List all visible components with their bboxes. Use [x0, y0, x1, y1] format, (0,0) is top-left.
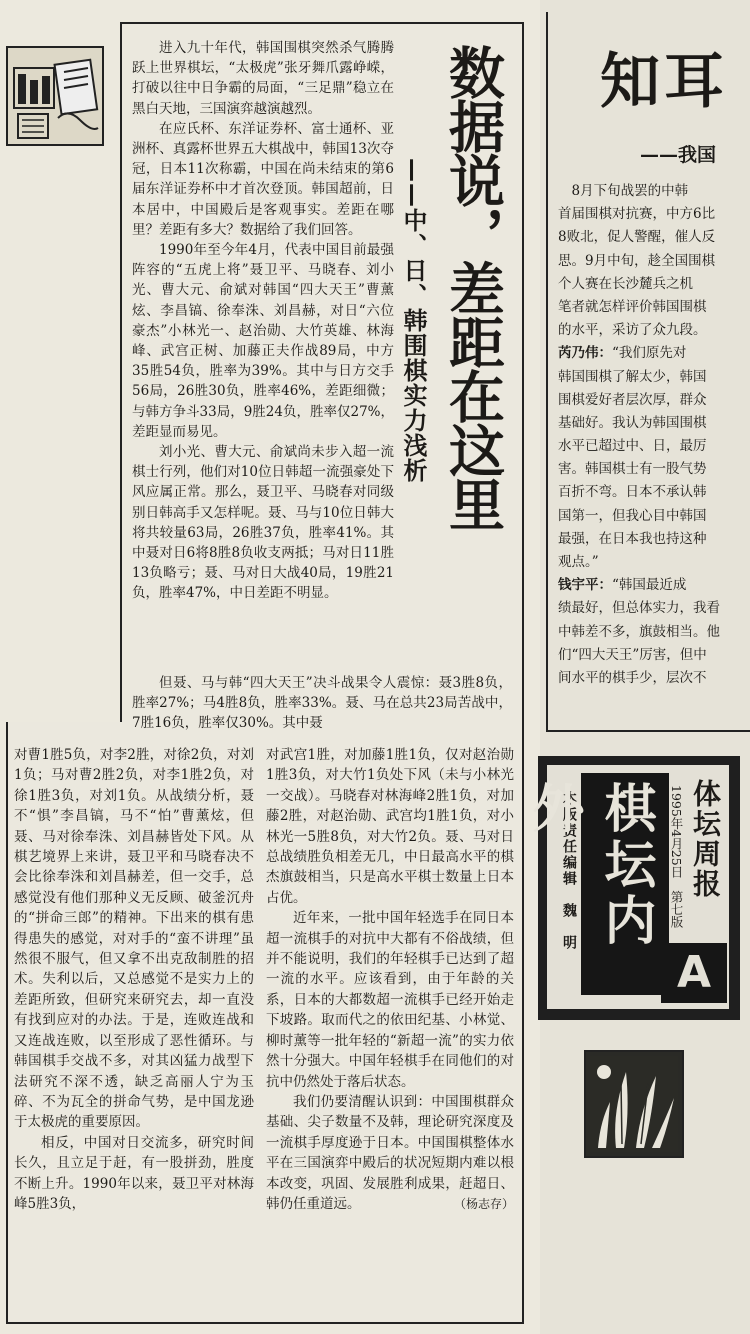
side-article-line — [558, 644, 750, 667]
side-article-line-text: 水平已超过中、日，最厉 — [558, 438, 707, 455]
side-article-line-text: 最强，在日本我也持这种 — [558, 530, 707, 547]
side-article-line-text: 间水平的棋手少，层次不 — [558, 669, 707, 686]
article-column-left — [14, 745, 254, 1214]
newspaper-reader-icon — [8, 48, 102, 144]
side-article-line-text: “我们原先对 — [612, 345, 687, 362]
side-article-line-text: 们“四大天王”厉害，但中 — [558, 646, 707, 663]
masthead-date: 1995年4月25日 第七版 — [669, 785, 684, 929]
masthead-editor: 本版责任编辑 魏 明 — [561, 791, 577, 951]
side-article-line — [558, 481, 750, 504]
side-article-line-text: 8败北，促人警醒，催人反 — [558, 229, 716, 246]
article-column-right — [266, 745, 514, 1214]
column-left-paragraph-1: 对曹1胜5负，对李2胜，对徐2负，对刘1负；马对曹2胜2负，对李1胜2负，对徐1胜3负，对刘1负。从战绩分析，聂不“惧”李昌镐，马不“怕”曹薰炫，但聂、马对徐奉洙、刘昌赫皆处下风。从棋艺境界上来讲，聂卫平和马晓春决不会比徐奉洙和刘昌赫差，但一交手，总感觉没有他们那种义无反顾、破釜沉舟的“拼命三郎”的精神。下出来的棋有患得患失的感觉，对对手的“蛮不讲理”虽然很不服气，但又拿不出克敌制胜的招术。失利以后，又总感觉不是实力上的差距所致，但研究来研究去，却一直没有找到应对的办法。于是，连败连战和又连战连败，以至形成了恶性循环。与韩国棋手交战不多，对其凶猛力战型下法研究不深不透，缺乏高丽人宁为玉碎、不为瓦全的拼命气势，是中国龙逊于太极虎的重要原因。 — [14, 747, 254, 1131]
side-article-line-text: 围棋爱好者层次厚，群众 — [558, 391, 707, 408]
article-lead-column — [132, 38, 394, 604]
side-article-title: 知耳 — [600, 47, 728, 117]
side-article-subtitle: ——我国 — [640, 144, 717, 166]
side-article-line-text: 的水平，采访了众九段。 — [558, 322, 707, 339]
masthead-panel — [523, 765, 729, 1009]
side-article-line — [558, 412, 750, 435]
column-logo-illustration — [6, 46, 104, 146]
side-article-line-text: 基础好。我认为韩国围棋 — [558, 414, 707, 431]
side-article-line — [558, 180, 750, 203]
continuation-paragraph: 但聂、马与韩“四大天王”决斗战果令人震惊：聂3胜8负，胜率27%；马4胜8负，胜率33%。聂、马在总共23局苦战中，7胜16负，胜率仅30%。其中聂 — [132, 675, 512, 732]
side-article-line — [558, 389, 750, 412]
masthead-section-title: 棋坛内外 — [523, 781, 655, 949]
side-article-line — [558, 667, 750, 690]
side-article-line — [558, 342, 750, 365]
plant-ornament-illustration — [584, 1050, 684, 1158]
side-article-line — [558, 597, 750, 620]
side-article-body — [558, 180, 750, 690]
article-continuation — [132, 673, 512, 734]
side-article-line — [558, 528, 750, 551]
side-article-line — [558, 250, 750, 273]
side-article-line — [558, 574, 750, 597]
masthead-edition-letter: A — [661, 943, 727, 1003]
side-article-line — [558, 435, 750, 458]
side-article-line-text: 绩最好，但总体实力，我看 — [558, 600, 720, 617]
column-right-paragraph-1: 对武宫1胜，对加藤1胜1负，仅对赵治勋1胜3负，对大竹1负处下风（未与小林光一交战）。马晓春对林海峰2胜1负，对加藤2胜，对赵治勋、武宫均1胜1负，对小林光一5胜8负，对大竹2负。聂、马对日总战绩胜负相差无几，中日最高水平的棋杰旗鼓相当，只是高水平棋士数量上日本占优。 — [266, 747, 514, 906]
side-article-line-text: 观点。” — [558, 554, 599, 570]
column-left-paragraph-2: 相反，中国对日交流多，研究时间长久，且立足于赶，有一股拼劲，胜度不断上升。1990年以来，聂卫平对林海峰5胜3负， — [14, 1134, 254, 1212]
column-right-paragraph-2: 近年来，一批中国年轻选手在同日本超一流棋手的对抗中大都有不俗战绩，但并不能说明，我们的年轻棋手已达到了超一流的水平。应该看到，由于年龄的关系，日本的大都数超一流棋手已经开始走下坡路。取而代之的依田纪基、小林觉、柳时薰等一批年轻的“新超一流”的实力依然十分强大。中国年轻棋手在同他们的对抗中仍然处于落后状态。 — [266, 910, 514, 1090]
lead-paragraph-1: 进入九十年代，韩国围棋突然杀气腾腾跃上世界棋坛，“太极虎”张牙舞爪露峥嵘，打破以往中日争霸的局面，“三足鼎”稳立在黑白天地，三国演弈越演越烈。 — [132, 40, 394, 117]
side-article-line-text: 害。韩国棋士有一股气势 — [558, 461, 707, 478]
article-subheadline: ——中、日、韩围棋实力浅析 — [399, 158, 427, 483]
side-article-line-text: 笔者就怎样评价韩国围棋 — [558, 298, 707, 315]
column-right-paragraph-3-text: 我们仍要清醒认识到：中国围棋群众基础、尖子数量不及韩，理论研究深度及一流棋手厚度逊于日本。中国围棋整体水平在三国演弈中殿后的状况短期内难以根本改变，巩固、发展胜利成果，赶超日、韩仍任重道远。 — [266, 1093, 514, 1212]
side-article-line — [558, 273, 750, 296]
author-byline: （杨志存） — [453, 1196, 514, 1211]
side-article-line — [558, 296, 750, 319]
lead-paragraph-2: 在应氏杯、东洋证券杯、富士通杯、亚洲杯、真露杯世界五大棋战中，韩国13次夺冠，日本11次称霸，中国在尚未结束的第6届东洋证券杯中才首次登顶。韩国超前，日本居中，中国殿后是客观事实。差距在哪里？差距有多大？数据给了我们回答。 — [132, 120, 394, 238]
article-headline: 数据说，差距在这里 — [440, 44, 505, 530]
interviewee-name: 芮乃伟： — [558, 345, 612, 362]
side-article-line — [558, 551, 750, 574]
side-article-line-text: 百折不弯。日本不承认韩 — [558, 484, 707, 501]
side-article-line — [558, 621, 750, 644]
side-article-line-text: 8月下旬战罢的中韩 — [558, 183, 689, 199]
side-article-line-text: 首届围棋对抗赛，中方6比 — [558, 206, 716, 223]
column-right-paragraph-3 — [266, 1092, 514, 1214]
side-article-line — [558, 226, 750, 249]
side-article-line — [558, 505, 750, 528]
masthead-paper-name: 体坛周报 — [689, 779, 722, 899]
side-article-line — [558, 458, 750, 481]
side-article-line — [558, 366, 750, 389]
side-article-line-text: “韩国最近成 — [612, 577, 687, 594]
side-article-line — [558, 203, 750, 226]
side-article-line-text: 韩国围棋了解太少，韩国 — [558, 368, 707, 385]
lead-paragraph-4: 刘小光、曹大元、俞斌尚未步入超一流棋士行列，他们对10位日韩超一流强豪处下风应属正常。那么，聂卫平、马晓春对同级别日韩高手又怎样呢。聂、马与10位日韩大将共较量63局，26胜37负，胜率41%。其中聂对日6将8胜8负收支两抵；马对日11胜13负略亏；聂、马对日大战40局，19胜21负，胜率47%，中日差距不明显。 — [132, 444, 394, 602]
lead-paragraph-3: 1990年至今年4月，代表中国目前最强阵容的“五虎上将”聂卫平、马晓春、刘小光、曹大元、俞斌对韩国“四大天王”曹薰炫、李昌镐、徐奉洙、刘昌赫，对日“六位豪杰”小林光一、赵治勋、大竹英雄、林海峰、武宫正树、加藤正夫作战89局，中方35胜54负，胜率为39%。其中与日方交手56局，26胜30负，胜率46%，差距细微；与韩方争斗33局，9胜24负，胜率仅27%，差距显而易见。 — [132, 242, 394, 440]
side-article-line-text: 思。9月中旬，趁全国围棋 — [558, 252, 716, 269]
side-article-line-text: 个人赛在长沙麓兵之机 — [558, 275, 693, 292]
section-masthead — [523, 756, 740, 1020]
leaf-icon — [586, 1052, 682, 1156]
interviewee-name: 钱宇平： — [558, 577, 612, 594]
side-article-line — [558, 319, 750, 342]
side-article-line-text: 中韩差不多，旗鼓相当。他 — [558, 623, 720, 640]
side-article-line-text: 国第一，但我心目中韩国 — [558, 507, 707, 524]
